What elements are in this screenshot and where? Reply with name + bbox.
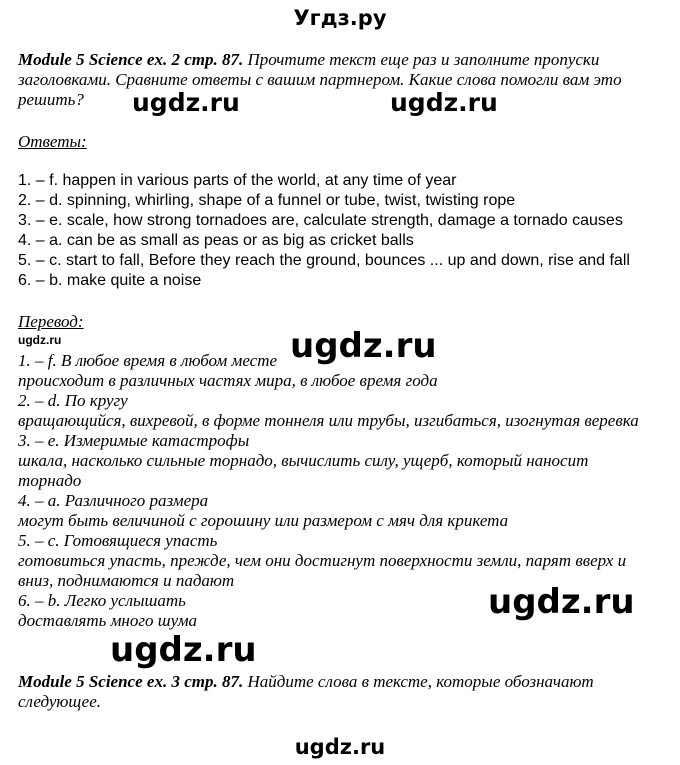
watermark: ugdz.ru (132, 88, 240, 117)
watermark: ugdz.ru (488, 582, 635, 622)
exercise-instructions: Найдите слова в тексте, которые обозначают следующее. (18, 672, 594, 711)
translation-line: готовиться упасть, прежде, чем они достигнут поверхности земли, парят вверх и (18, 551, 627, 570)
translation-line: 6. – b. Легко услышать (18, 591, 186, 610)
answer-item: 2. – d. spinning, whirling, shape of a funnel or tube, twist, twisting rope (18, 192, 516, 209)
translation-heading: Перевод: (18, 312, 84, 331)
watermark: ugdz.ru (390, 88, 498, 117)
translation-line: вращающийся, вихревой, в форме тоннеля или трубы, изгибаться, изогнутая веревка (18, 411, 639, 430)
translation-line: происходит в различных частях мира, в любое время года (18, 371, 438, 390)
answer-item: 6. – b. make quite a noise (18, 272, 202, 289)
translation-line: 5. – c. Готовящиеся упасть (18, 531, 218, 550)
translation-line: вниз, поднимаются и падают (18, 571, 235, 590)
translation-line: доставлять много шума (18, 611, 198, 630)
translation-line: торнадо (18, 471, 82, 490)
next-exercise-intro (18, 672, 668, 712)
watermark: ugdz.ru (110, 630, 257, 670)
translation-line: 4. – a. Различного размера (18, 491, 209, 510)
footer-watermark: ugdz.ru (294, 735, 386, 759)
answer-item: 1. – f. happen in various parts of the world, at any time of year (18, 172, 457, 189)
watermark: ugdz.ru (18, 333, 62, 347)
exercise-label: Module 5 Science ex. 3 стр. 87. (18, 672, 244, 691)
exercise-instructions: Прочтите текст еще раз и заполните пропуски заголовками. Сравните ответы с вашим партнером. Какие слова помогли вам это решить? (18, 50, 622, 109)
watermark: ugdz.ru (290, 326, 437, 366)
translation-line: могут быть величиной с горошину или размером с мяч для крикета (18, 511, 509, 530)
answer-item: 5. – c. start to fall, Before they reach the ground, bounces ... up and down, rise and fall (18, 252, 630, 269)
answer-item: 4. – a. can be as small as peas or as big as cricket balls (18, 232, 414, 249)
translation-line: шкала, насколько сильные торнадо, вычислить силу, ущерб, который наносит (18, 451, 589, 470)
exercise-intro (18, 50, 668, 110)
answers-heading: Ответы: (18, 132, 87, 151)
translation-line: 3. – e. Измеримые катастрофы (18, 431, 250, 450)
answer-item: 3. – e. scale, how strong tornadoes are, calculate strength, damage a tornado causes (18, 212, 623, 229)
answers-list (18, 171, 630, 291)
translation-line: 1. – f. В любое время в любом месте (18, 351, 278, 370)
exercise-label: Module 5 Science ex. 2 стр. 87. (18, 50, 244, 69)
translation-line: 2. – d. По кругу (18, 391, 128, 410)
site-title: Угдз.ру (293, 6, 387, 30)
